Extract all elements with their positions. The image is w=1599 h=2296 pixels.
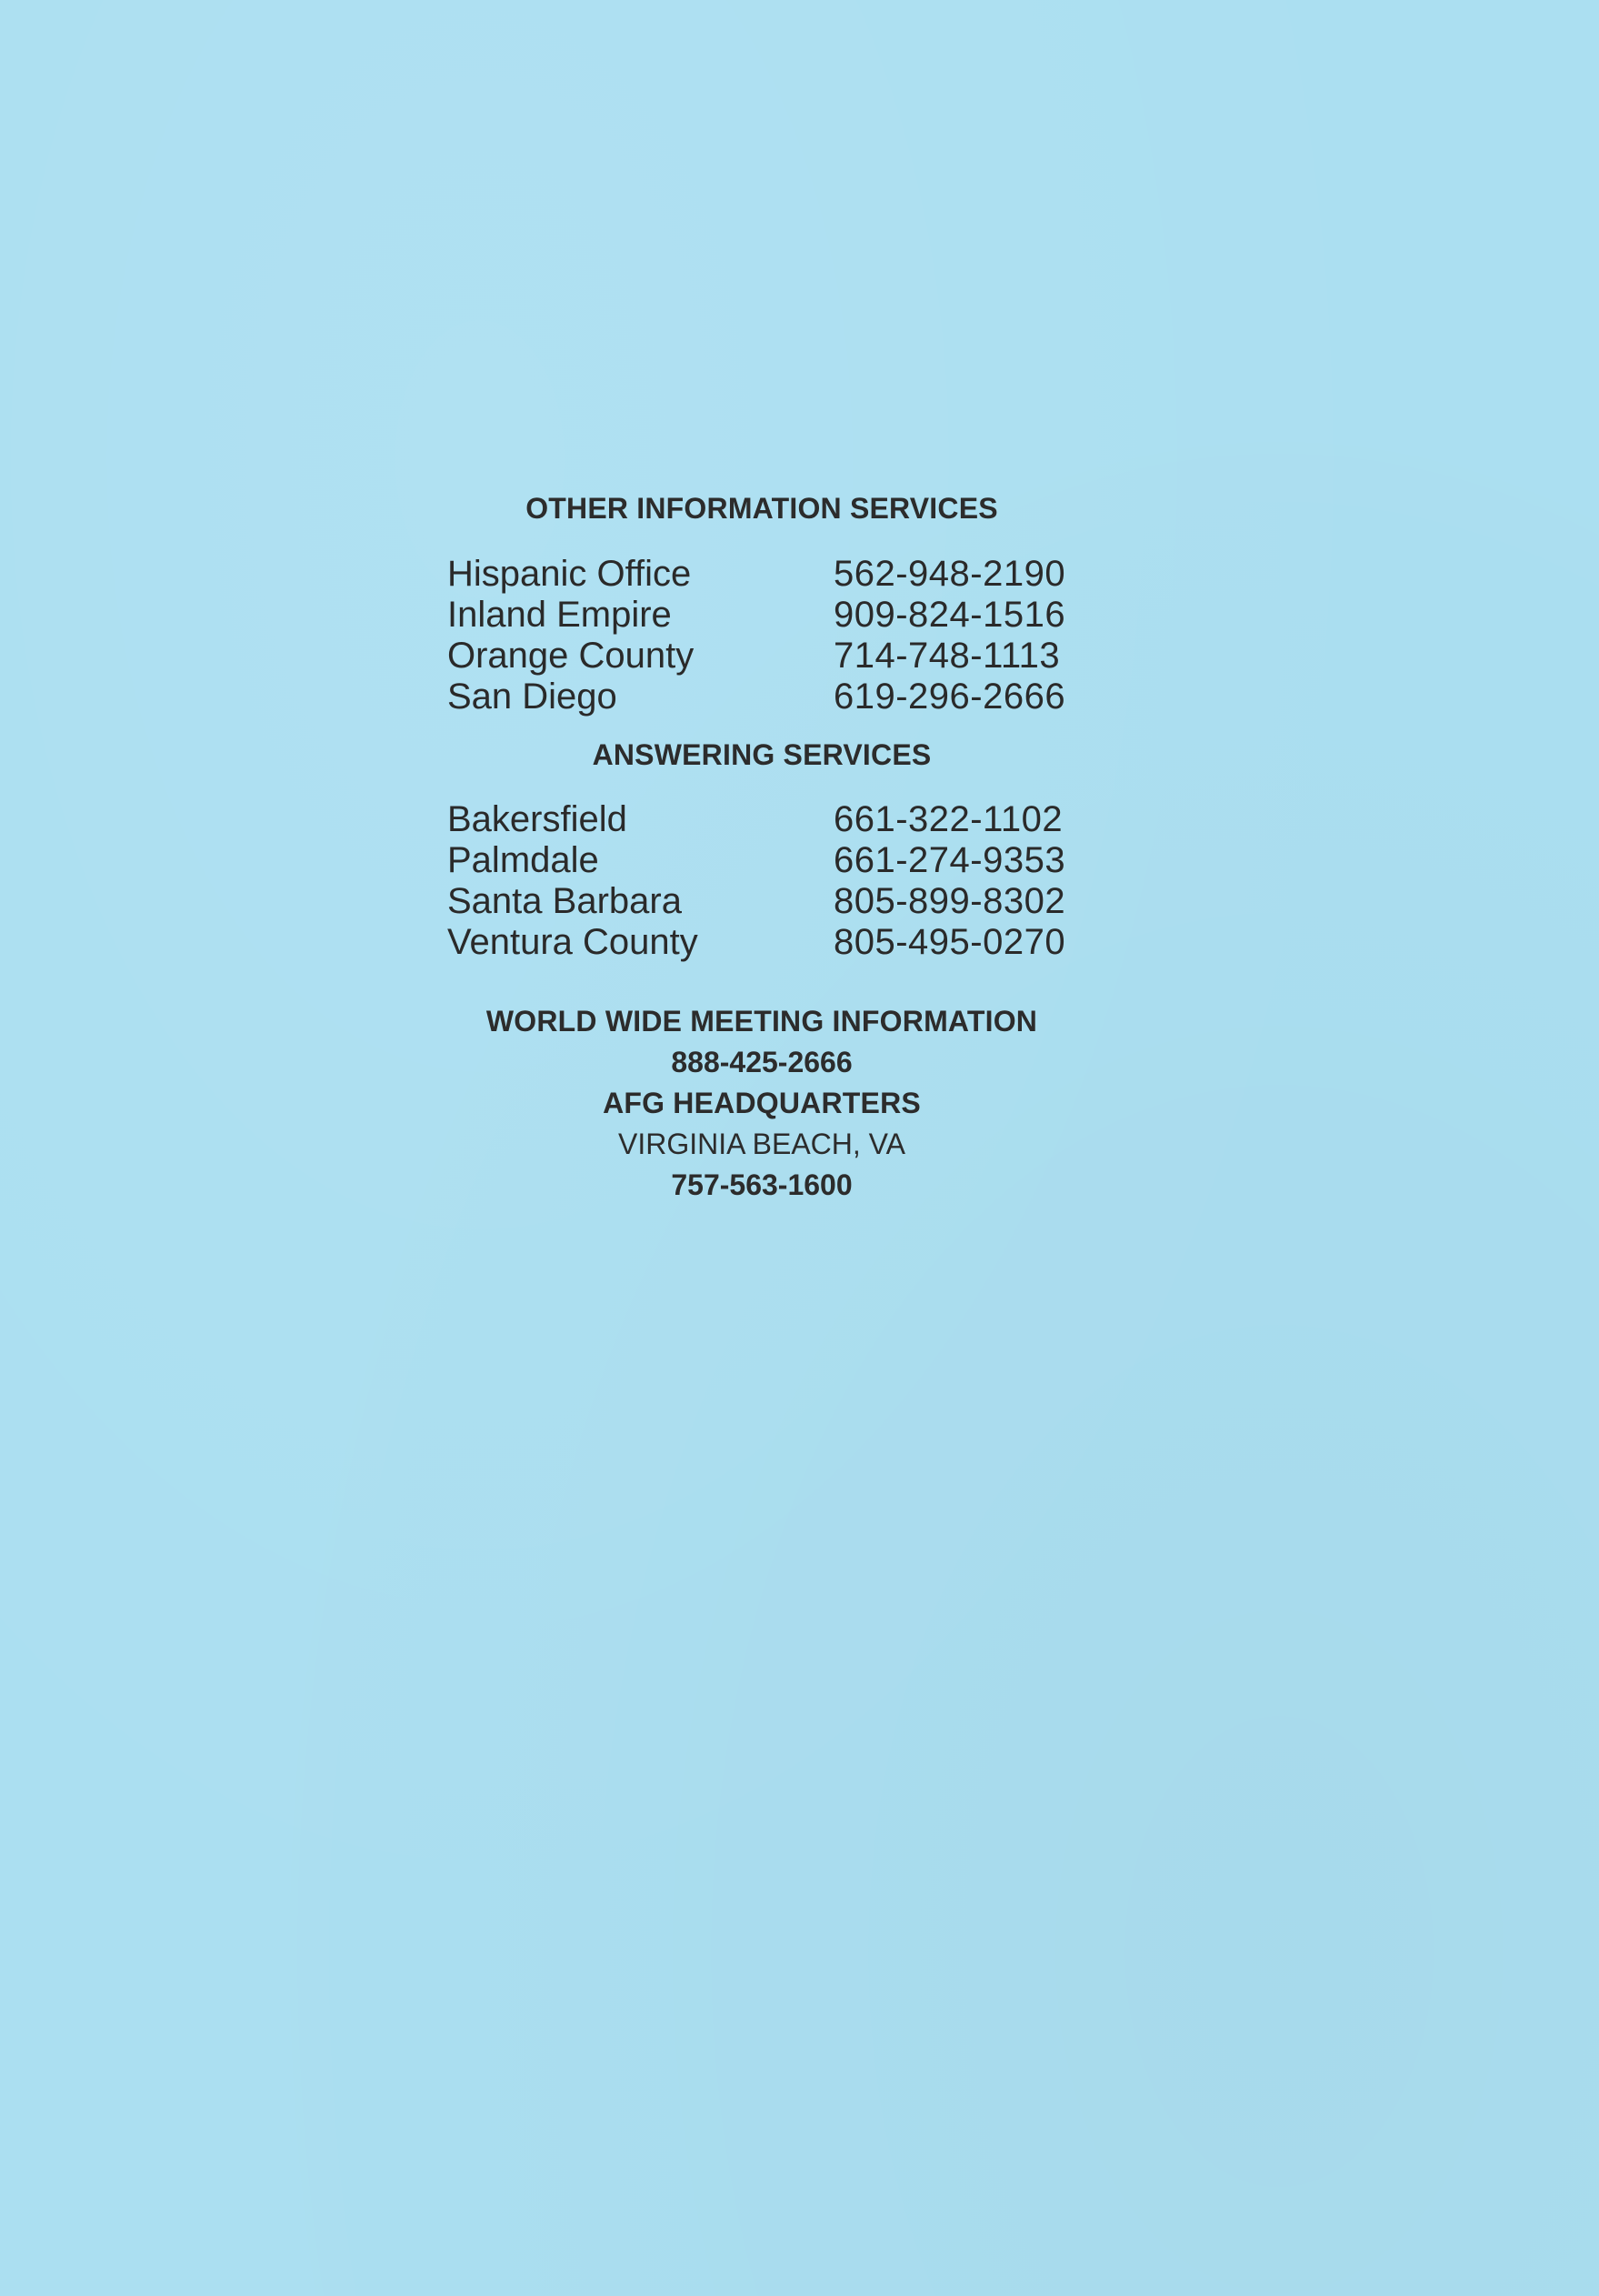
answering-services-list <box>447 799 1070 963</box>
list-item <box>447 636 1070 677</box>
service-phone: 714-748-1113 <box>834 636 1061 676</box>
service-phone: 909-824-1516 <box>834 595 1066 635</box>
service-phone: 805-899-8302 <box>834 881 1066 921</box>
service-phone: 661-274-9353 <box>834 840 1066 880</box>
service-phone: 805-495-0270 <box>834 922 1066 962</box>
list-item <box>447 922 1070 963</box>
service-name: Ventura County <box>447 922 698 962</box>
list-item <box>447 799 1070 840</box>
answering-services-heading: ANSWERING SERVICES <box>592 738 932 771</box>
service-phone: 562-948-2190 <box>834 554 1066 594</box>
list-item <box>447 840 1070 881</box>
service-name: San Diego <box>447 677 617 717</box>
service-name: Orange County <box>447 636 695 676</box>
headquarters-location: VIRGINIA BEACH, VA <box>618 1128 905 1160</box>
headquarters-heading: AFG HEADQUARTERS <box>603 1087 921 1119</box>
service-name: Palmdale <box>447 840 599 880</box>
other-info-heading: OTHER INFORMATION SERVICES <box>525 492 998 525</box>
world-wide-heading: WORLD WIDE MEETING INFORMATION <box>485 1005 1038 1038</box>
list-item <box>447 595 1070 636</box>
service-name: Hispanic Office <box>447 554 692 594</box>
service-name: Inland Empire <box>447 595 672 635</box>
service-name: Bakersfield <box>447 799 627 839</box>
service-name: Santa Barbara <box>447 881 682 921</box>
service-phone: 661-322-1102 <box>834 799 1064 839</box>
headquarters-phone: 757-563-1600 <box>671 1168 853 1201</box>
service-phone: 619-296-2666 <box>834 677 1066 717</box>
list-item <box>447 554 1070 595</box>
list-item <box>447 881 1070 922</box>
list-item <box>447 677 1070 717</box>
world-wide-phone: 888-425-2666 <box>671 1046 853 1078</box>
other-info-list <box>447 554 1070 717</box>
